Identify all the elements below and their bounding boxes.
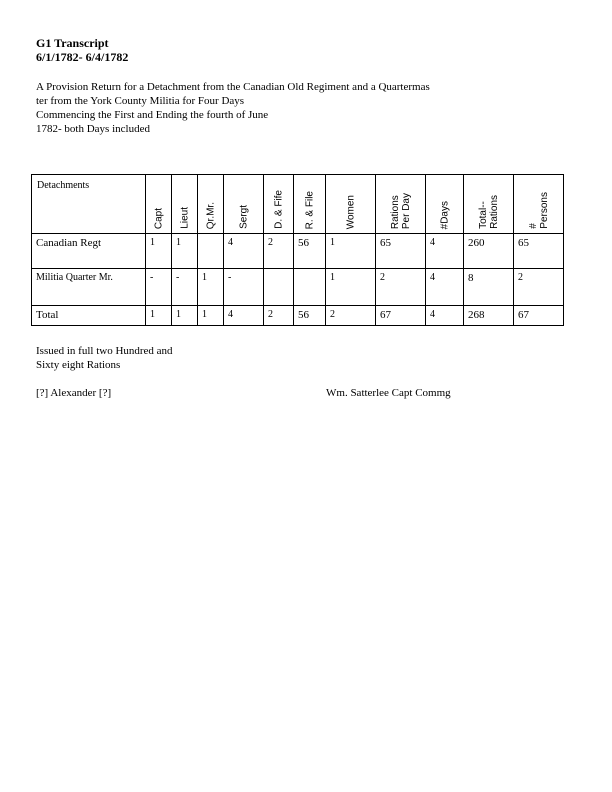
table-cell: 4 [426, 234, 464, 269]
table-cell: 268 [464, 306, 514, 326]
table-cell: 2 [326, 306, 376, 326]
table-cell: - [172, 269, 198, 306]
header-lieut [172, 175, 198, 234]
table-cell: 1 [198, 306, 224, 326]
intro-line-4: 1782- both Days included [36, 123, 150, 135]
table-cell: 2 [264, 234, 294, 269]
table-cell: 260 [464, 234, 514, 269]
header-label: # [527, 223, 539, 229]
header-rations-per-day [376, 175, 426, 234]
header-r-and-file [294, 175, 326, 234]
header-persons [514, 175, 564, 234]
table-cell: Militia Quarter Mr. [32, 269, 146, 306]
header-label: Sergt [238, 205, 249, 229]
signature-left: [?] Alexander [?] [36, 387, 112, 399]
table-cell: 2 [264, 306, 294, 326]
table-cell: 1 [326, 269, 376, 306]
header-label: Per Day [400, 192, 412, 229]
table-cell: 2 [376, 269, 426, 306]
header-label: D. & Fife [273, 190, 284, 229]
header-label: Persons [538, 192, 550, 229]
table-cell: 1 [146, 234, 172, 269]
table-cell: - [224, 269, 264, 306]
intro-line-1: A Provision Return for a Detachment from the Canadian Old Regiment and a Quartermas [36, 81, 430, 93]
header-total-rations [464, 175, 514, 234]
table-cell: 1 [198, 269, 224, 306]
header-detachments [32, 175, 146, 234]
provision-return-table [31, 174, 564, 326]
table-cell: 56 [294, 306, 326, 326]
table-row [32, 234, 564, 269]
table-header-row [32, 175, 564, 234]
table-cell: 1 [172, 306, 198, 326]
header-label: Qr.Mr. [205, 201, 216, 229]
intro-line-2: ter from the York County Militia for Four Days [36, 95, 245, 107]
header-capt [146, 175, 172, 234]
table-cell: 56 [294, 234, 326, 269]
header-women [326, 175, 376, 234]
table-cell: 4 [426, 306, 464, 326]
header-label: Capt [153, 207, 164, 229]
table-cell [198, 234, 224, 269]
header-sergt [224, 175, 264, 234]
header-label: Rations [488, 195, 500, 229]
table-cell: 65 [514, 234, 564, 269]
issued-line-2: Sixty eight Rations [36, 359, 121, 371]
table-cell: 4 [224, 306, 264, 326]
table-cell: 4 [426, 269, 464, 306]
header-label: Detachments [37, 180, 90, 191]
signature-right: Wm. Satterlee Capt Commg [326, 387, 451, 399]
header-d-and-fife [264, 175, 294, 234]
header-label: Women [345, 194, 356, 229]
header-label: Rations [389, 195, 401, 229]
table-cell: 1 [326, 234, 376, 269]
issued-line-1: Issued in full two Hundred and [36, 345, 173, 357]
header-label: R. & File [304, 190, 315, 229]
table-cell: 8 [464, 269, 514, 306]
document-date-range: 6/1/1782- 6/4/1782 [36, 50, 129, 64]
table-row [32, 269, 564, 306]
table-cell: 4 [224, 234, 264, 269]
header-label: #Days [439, 200, 450, 229]
document-title: G1 Transcript [36, 36, 109, 50]
table-cell: 1 [146, 306, 172, 326]
table-cell: 2 [514, 269, 564, 306]
table-cell: 1 [172, 234, 198, 269]
table-cell [294, 269, 326, 306]
table-cell: Canadian Regt [32, 234, 146, 269]
header-label: Total-- [477, 201, 489, 229]
header-days [426, 175, 464, 234]
header-qr-mr [198, 175, 224, 234]
header-label: Lieut [179, 207, 190, 229]
table-cell: - [146, 269, 172, 306]
table-row-total [32, 306, 564, 326]
table-cell: Total [32, 306, 146, 326]
table-cell: 67 [514, 306, 564, 326]
table-cell: 65 [376, 234, 426, 269]
table-cell: 67 [376, 306, 426, 326]
intro-line-3: Commencing the First and Ending the fourth of June [36, 109, 269, 121]
table-cell [264, 269, 294, 306]
